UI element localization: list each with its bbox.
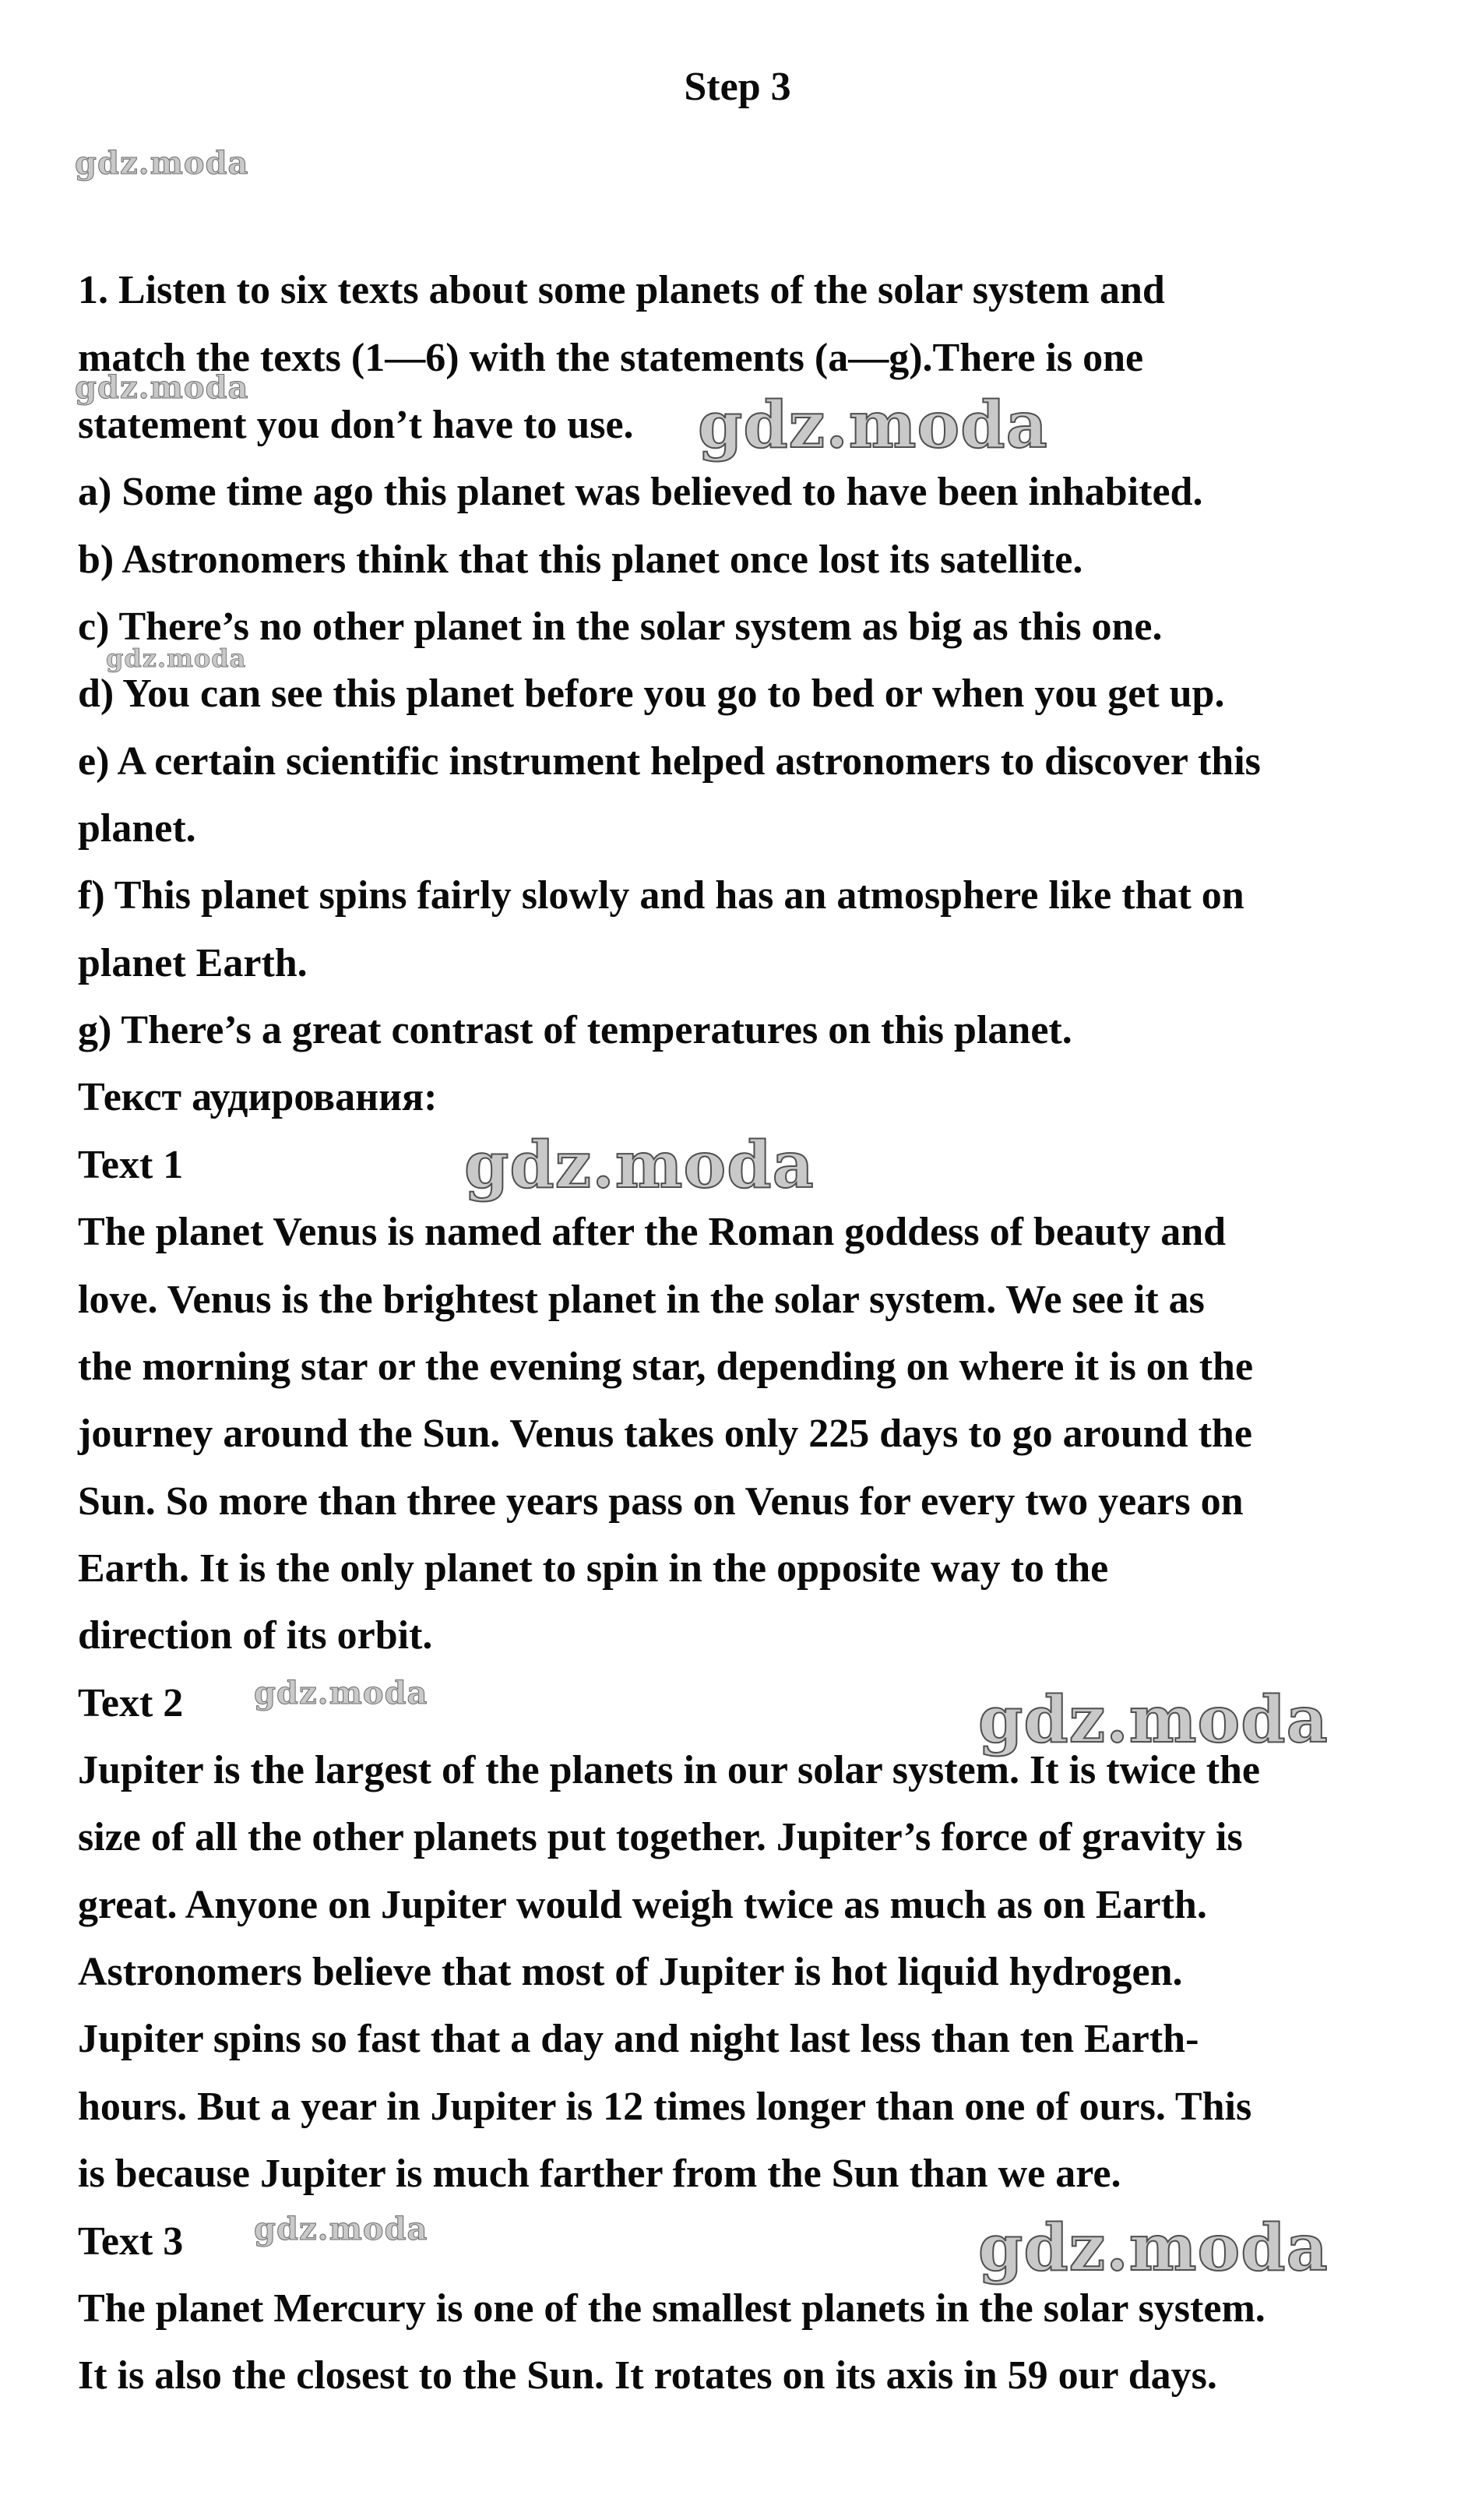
statement-g: g) There’s a great contrast of temperatures on this planet. [78,1008,1072,1052]
statement-f-line-2: planet Earth. [78,941,308,985]
text-2-line-3: great. Anyone on Jupiter would weigh twice as much as on Earth. [78,1883,1207,1927]
text-1-line-1: The planet Venus is named after the Roman goddess of beauty and [78,1210,1227,1254]
text-1-line-3: the morning star or the evening star, depending on where it is on the [78,1345,1254,1389]
text-1-line-6: Earth. It is the only planet to spin in the opposite way to the [78,1546,1109,1591]
task-instruction-line-3: statement you don’t have to use. [78,403,634,447]
statement-e-line-2: planet. [78,806,196,851]
watermark-logo: gdz.moda [978,2211,1329,2286]
text-1-line-2: love. Venus is the brightest planet in the solar system. We see it as [78,1278,1205,1322]
task-instruction-line-1: 1. Listen to six texts about some planets of the solar system and [78,268,1165,312]
text-2-line-4: Astronomers believe that most of Jupiter is hot liquid hydrogen. [78,1950,1183,1994]
text-2-line-1: Jupiter is the largest of the planets in our solar system. It is twice the [78,1748,1261,1792]
text-2-line-5: Jupiter spins so fast that a day and night last less than ten Earth- [78,2017,1199,2061]
page-title: Step 3 [684,65,791,109]
watermark-logo: gdz.moda [254,2211,428,2247]
watermark-logo: gdz.moda [698,388,1048,463]
text-3-heading: Text 3 [78,2219,184,2264]
text-1-heading: Text 1 [78,1143,184,1187]
watermark-logo: gdz.moda [464,1128,815,1203]
text-1-line-4: journey around the Sun. Venus takes only 225 days to go around the [78,1412,1252,1456]
listening-text-heading: Текст аудирования: [78,1075,438,1119]
text-3-line-2: It is also the closest to the Sun. It rotates on its axis in 59 our days. [78,2353,1217,2398]
statement-d: d) You can see this planet before you go to bed or when you get up. [78,671,1225,716]
text-3-line-1: The planet Mercury is one of the smallest planets in the solar system. [78,2286,1266,2331]
text-2-heading: Text 2 [78,1681,184,1725]
text-2-line-7: is because Jupiter is much farther from the Sun than we are. [78,2152,1121,2196]
text-1-line-5: Sun. So more than three years pass on Venus for every two years on [78,1479,1244,1524]
statement-c: c) There’s no other planet in the solar system as big as this one. [78,604,1163,649]
watermark-logo: gdz.moda [75,145,249,182]
watermark-logo: gdz.moda [254,1675,428,1711]
statement-b: b) Astronomers think that this planet once lost its satellite. [78,537,1083,582]
statement-a: a) Some time ago this planet was believed to have been inhabited. [78,470,1203,514]
watermark-logo: gdz.moda [978,1683,1329,1757]
watermark-logo: gdz.moda [106,643,247,673]
statement-e-line-1: e) A certain scientific instrument helped astronomers to discover this [78,739,1261,784]
text-1-line-7: direction of its orbit. [78,1613,433,1658]
text-2-line-2: size of all the other planets put together. Jupiter’s force of gravity is [78,1815,1243,1859]
text-2-line-6: hours. But a year in Jupiter is 12 times longer than one of ours. This [78,2085,1252,2129]
task-instruction-line-2: match the texts (1—6) with the statements (a—g).There is one [78,336,1144,380]
statement-f-line-1: f) This planet spins fairly slowly and has an atmosphere like that on [78,873,1244,918]
watermark-logo: gdz.moda [75,369,249,406]
